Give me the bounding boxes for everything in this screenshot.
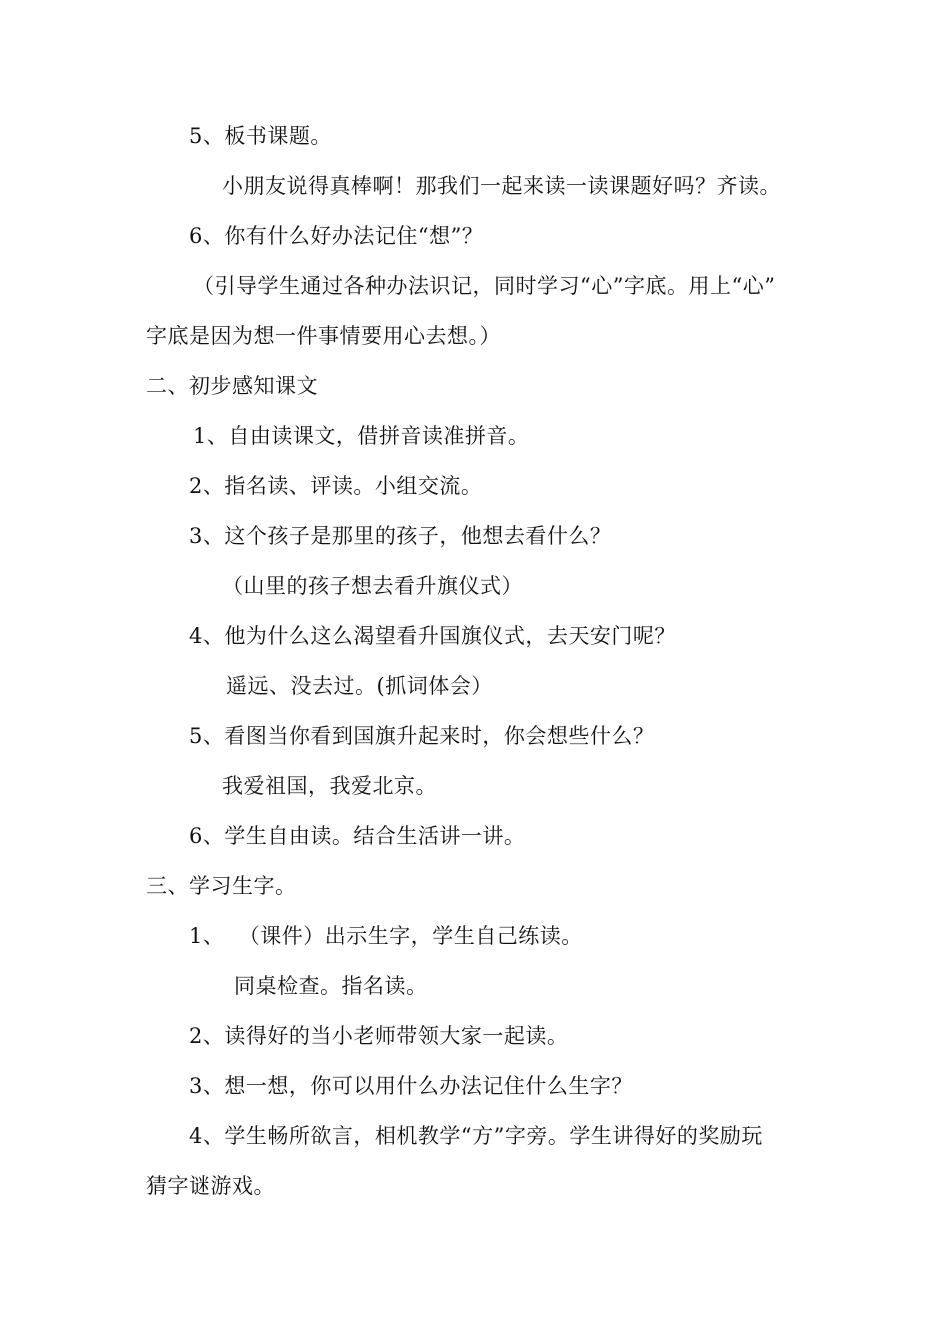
- section-2-item-1: 1、自由读课文，借拼音读准拼音。: [193, 424, 530, 448]
- section-2-item-6: 6、学生自由读。结合生活讲一讲。: [189, 824, 526, 848]
- guide-note-line-2: 字底是因为想一件事情要用心去想。）: [146, 324, 501, 348]
- section-3-item-1: 1、 （课件）出示生字，学生自己练读。: [189, 924, 583, 948]
- section-3-item-4: 4、学生畅所欲言，相机教学“方”字旁。学生讲得好的奖励玩: [189, 1124, 763, 1148]
- section-3-item-2: 2、读得好的当小老师带领大家一起读。: [189, 1024, 569, 1048]
- step-5-board-title: 5、板书课题。: [189, 124, 332, 148]
- section-3-item-3: 3、想一想，你可以用什么办法记住什么生字？: [189, 1074, 633, 1098]
- section-3-item-4-continued: 猜字谜游戏。: [146, 1174, 275, 1198]
- section-2-item-5-answer: 我爱祖国，我爱北京。: [222, 774, 437, 798]
- guide-note-line-1: （引导学生通过各种办法识记，同时学习“心”字底。用上“心”: [193, 274, 776, 298]
- section-2-item-3: 3、这个孩子是那里的孩子，他想去看什么？: [189, 524, 612, 548]
- step-6-remember-xiang: 6、你有什么好办法记住“想”？: [189, 224, 484, 248]
- teacher-prompt-read-title: 小朋友说得真棒啊！那我们一起来读一读课题好吗？齐读。: [222, 174, 781, 198]
- section-2-heading: 二、初步感知课文: [146, 374, 318, 398]
- section-3-heading: 三、学习生字。: [146, 874, 297, 898]
- section-2-item-5: 5、看图当你看到国旗升起来时，你会想些什么？: [189, 724, 655, 748]
- section-2-item-4-answer: 遥远、没去过。(抓词体会）: [226, 674, 493, 698]
- section-3-item-1-detail: 同桌检查。指名读。: [234, 974, 428, 998]
- section-2-item-3-answer: （山里的孩子想去看升旗仪式）: [222, 574, 523, 598]
- section-2-item-2: 2、指名读、评读。小组交流。: [189, 474, 483, 498]
- section-2-item-4: 4、他为什么这么渴望看升国旗仪式，去天安门呢？: [189, 624, 676, 648]
